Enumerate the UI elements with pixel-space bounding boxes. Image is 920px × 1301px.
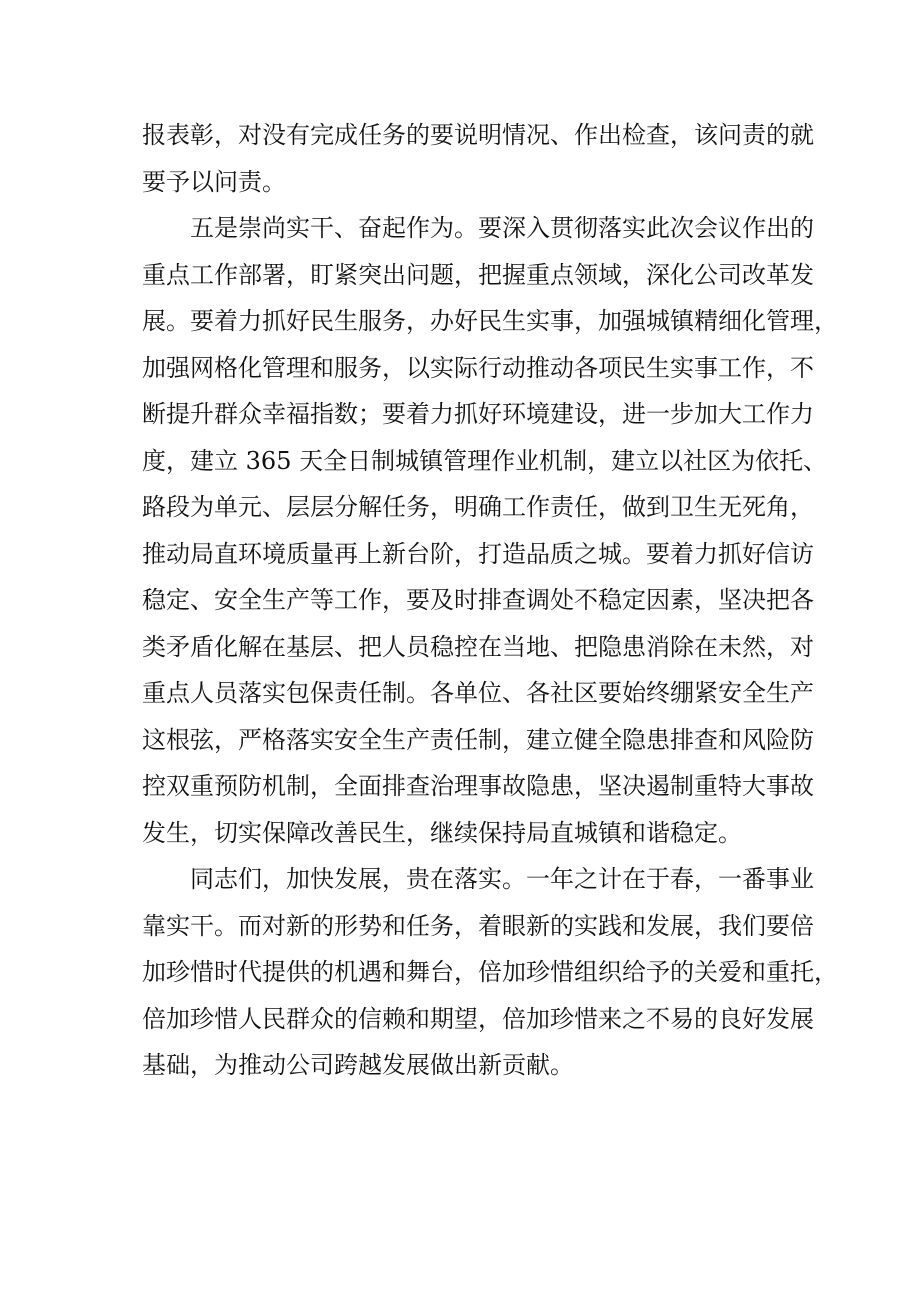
text-line: 加 珍 惜 时 代 提 供 的 机 遇 和 舞 台 ， 倍 加 珍 惜 组 织 给 予 的 关 爱 和 重 托 ， (142, 958, 838, 986)
text-line: 断 提 升 群 众 幸 福 指 数 ； 要 着 力 抓 好 环 境 建 设 ， 进 一 步 加 大 工 作 力 (142, 400, 814, 428)
text-line: 基 础 ， 为 推 动 公 司 跨 越 发 展 做 出 新 贡 献 。 (142, 1051, 574, 1079)
text-line: 发 生 ， 切 实 保 障 改 善 民 生 ， 继 续 保 持 局 直 城 镇 和 谐 稳 定 。 (142, 818, 742, 847)
text-line: 这 根 弦 ， 严 格 落 实 安 全 生 产 责 任 制 ， 建 立 健 全 隐 患 排 查 和 风 险 防 (142, 725, 814, 754)
text-line: 推 动 局 直 环 境 质 量 再 上 新 台 阶 ， 打 造 品 质 之 城 。 要 着 力 抓 好 信 访 (142, 539, 814, 568)
text-line: 重 点 人 员 落 实 包 保 责 任 制 。 各 单 位 、 各 社 区 要 始 终 绷 紧 安 全 生 产 (142, 679, 814, 707)
text-line: 稳 定 、 安 全 生 产 等 工 作 ， 要 及 时 排 查 调 处 不 稳 定 因 素 ， 坚 决 把 各 (142, 586, 814, 614)
text-line: 倍 加 珍 惜 人 民 群 众 的 信 赖 和 期 望 ， 倍 加 珍 惜 来 之 不 易 的 良 好 发 展 (142, 1004, 814, 1033)
text-line: 路 段 为 单 元 、 层 层 分 解 任 务 ， 明 确 工 作 责 任 ， 做 到 卫 生 无 死 角 ， (142, 493, 814, 521)
text-line: 展 。 要 着 力 抓 好 民 生 服 务 ， 办 好 民 生 实 事 ， 加 强 城 镇 精 细 化 管 理 ， (142, 307, 838, 335)
text-line: 控 双 重 预 防 机 制 ， 全 面 排 查 治 理 事 故 隐 患 ， 坚 决 遏 制 重 特 大 事 故 (142, 772, 814, 800)
text-line: 同 志 们 ， 加 快 发 展 ， 贵 在 落 实 。 一 年 之 计 在 于 春 ， 一 番 事 业 (190, 865, 814, 893)
text-line: 五 是 崇 尚 实 干 、 奋 起 作 为 。 要 深 入 贯 彻 落 实 此 次 会 议 作 出 的 (190, 214, 814, 242)
document-body (142, 112, 838, 1089)
text-line: 靠 实 干 。 而 对 新 的 形 势 和 任 务 ， 着 眼 新 的 实 践 和 发 展 ， 我 们 要 倍 (142, 911, 814, 940)
text-line: 类 矛 盾 化 解 在 基 层 、 把 人 员 稳 控 在 当 地 、 把 隐 患 消 除 在 未 然 ， 对 (142, 632, 814, 661)
text-line: 要 予 以 问 责 。 (142, 167, 286, 196)
text-line: 重 点 工 作 部 署 ， 盯 紧 突 出 问 题 ， 把 握 重 点 领 域 ， 深 化 公 司 改 革 发 (142, 260, 814, 289)
text-line: 度 ， 建 立 3 6 5 天 全 日 制 城 镇 管 理 作 业 机 制 ， 建 立 以 社 区 为 依 托 、 (142, 446, 828, 475)
text-line: 加 强 网 格 化 管 理 和 服 务 ， 以 实 际 行 动 推 动 各 项 民 生 实 事 工 作 ， 不 (142, 353, 814, 382)
text-line: 报 表 彰 ， 对 没 有 完 成 任 务 的 要 说 明 情 况 、 作 出 检 查 ， 该 问 责 的 就 (142, 121, 814, 149)
